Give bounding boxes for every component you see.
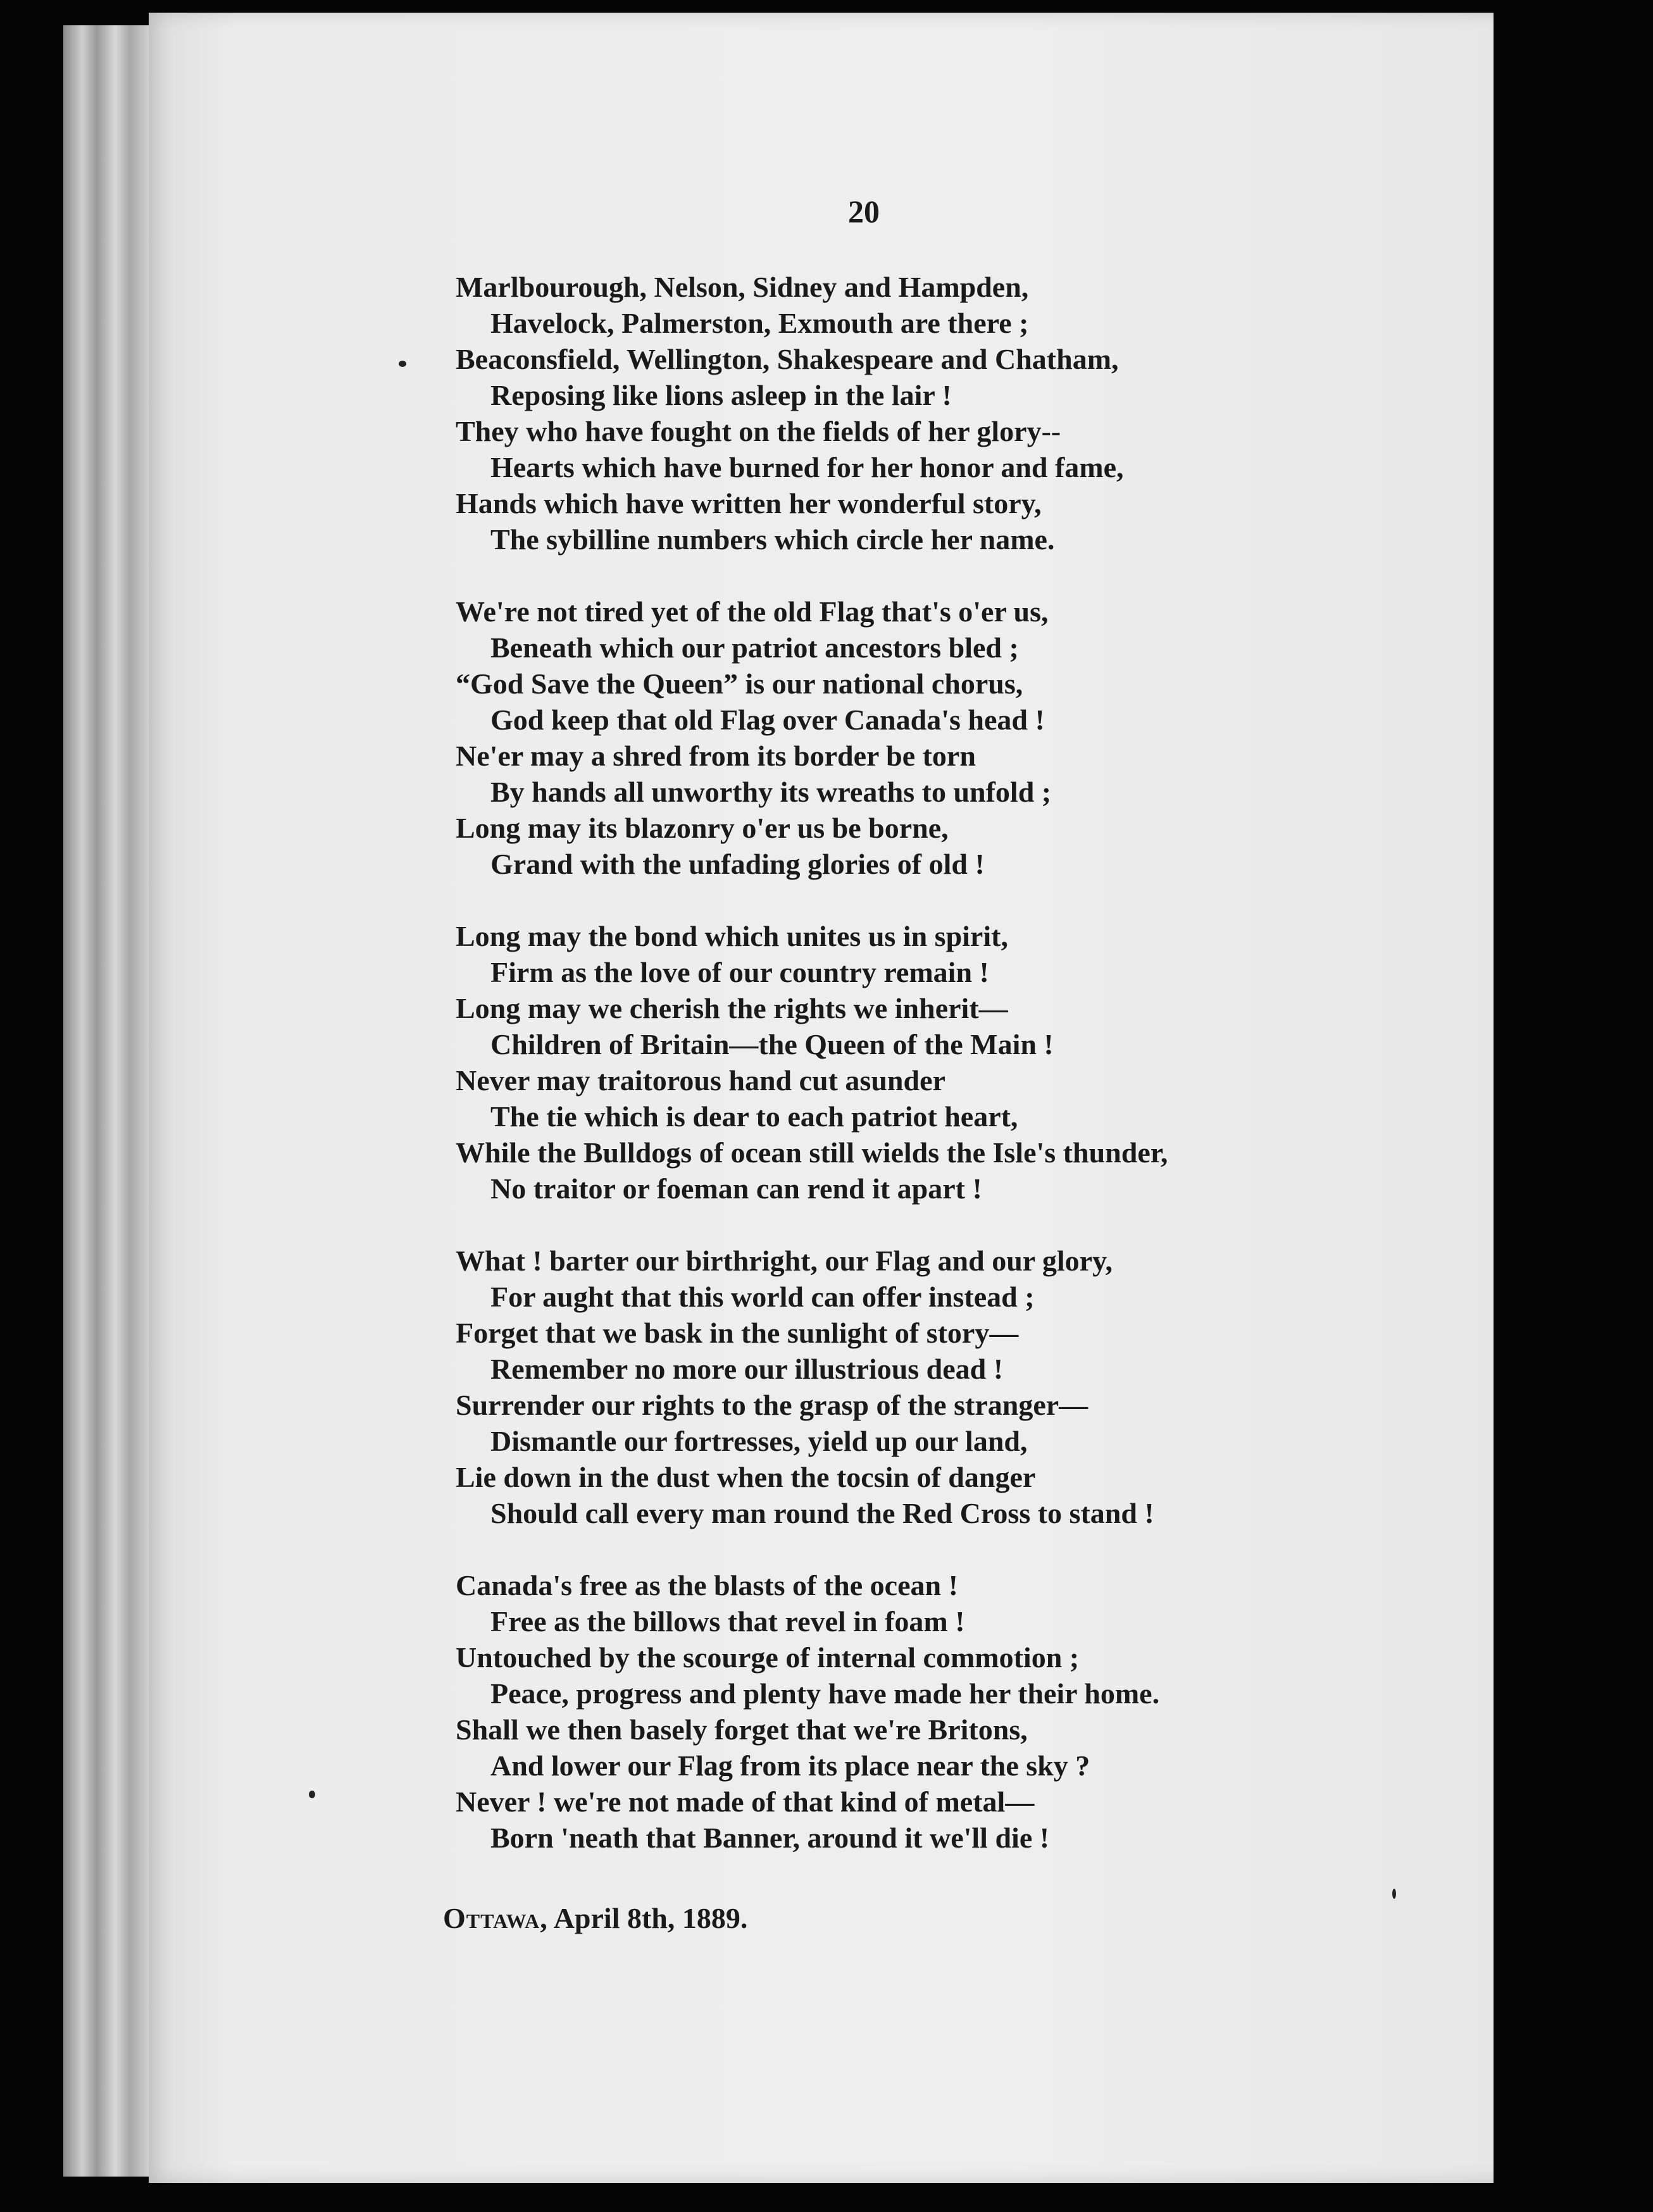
- poem-line: Forget that we bask in the sunlight of story—: [456, 1317, 1019, 1349]
- dateline: [443, 1901, 747, 1935]
- poem-line: Dismantle our fortresses, yield up our land,: [490, 1425, 1028, 1457]
- poem-line: Ne'er may a shred from its border be torn: [456, 740, 976, 772]
- poem-line: Should call every man round the Red Cross to stand !: [490, 1497, 1154, 1529]
- stanza: [456, 918, 1405, 1207]
- poem-line: Surrender our rights to the grasp of the stranger—: [456, 1389, 1088, 1421]
- poem-line: Shall we then basely forget that we're Britons,: [456, 1713, 1028, 1746]
- poem-line: Children of Britain—the Queen of the Main !: [490, 1028, 1054, 1060]
- poem-line: Firm as the love of our country remain !: [490, 956, 989, 988]
- poem-line: Untouched by the scourge of internal commotion ;: [456, 1641, 1080, 1674]
- poem-line: Havelock, Palmerston, Exmouth are there ;: [490, 307, 1029, 339]
- poem-line: Hearts which have burned for her honor and fame,: [490, 451, 1124, 483]
- poem-line: The sybilline numbers which circle her name.: [490, 523, 1055, 556]
- stanza: [456, 593, 1405, 882]
- poem-line: “God Save the Queen” is our national chorus,: [456, 668, 1023, 700]
- poem-line: We're not tired yet of the old Flag that's o'er us,: [456, 595, 1049, 628]
- poem-line: Never ! we're not made of that kind of metal—: [456, 1786, 1035, 1818]
- print-speck: [399, 361, 406, 367]
- page-number: 20: [848, 194, 880, 229]
- poem-line: Grand with the unfading glories of old !: [490, 848, 985, 880]
- poem-line: The tie which is dear to each patriot heart,: [490, 1100, 1018, 1133]
- page-right-shadow: [1494, 13, 1569, 2183]
- dateline-date: April 8th, 1889.: [553, 1902, 748, 1934]
- poem-line: Lie down in the dust when the tocsin of danger: [456, 1461, 1036, 1493]
- poem-line: Free as the billows that revel in foam !: [490, 1605, 965, 1637]
- print-speck: [1392, 1889, 1396, 1899]
- poem-line: Long may the bond which unites us in spirit,: [456, 920, 1008, 952]
- poem-line: Hands which have written her wonderful story,: [456, 487, 1042, 519]
- poem-line: Beneath which our patriot ancestors bled ;: [490, 631, 1019, 664]
- poem-line: What ! barter our birthright, our Flag and our glory,: [456, 1245, 1113, 1277]
- poem-line: By hands all unworthy its wreaths to unfold ;: [490, 776, 1052, 808]
- poem-line: For aught that this world can offer instead ;: [490, 1281, 1035, 1313]
- poem-line: Canada's free as the blasts of the ocean !: [456, 1569, 958, 1601]
- poem-line: Beaconsfield, Wellington, Shakespeare and Chatham,: [456, 343, 1119, 375]
- poem-line: Peace, progress and plenty have made her their home.: [490, 1677, 1160, 1710]
- poem-line: While the Bulldogs of ocean still wields the Isle's thunder,: [456, 1136, 1168, 1169]
- poem-line: Born 'neath that Banner, around it we'll die !: [490, 1822, 1050, 1854]
- dateline-place: Ottawa,: [443, 1902, 548, 1934]
- poem-line: Marlbourough, Nelson, Sidney and Hampden,: [456, 271, 1029, 303]
- poem-line: God keep that old Flag over Canada's head !: [490, 704, 1045, 736]
- poem-line: They who have fought on the fields of her glory--: [456, 415, 1061, 447]
- stanza: [456, 269, 1405, 557]
- print-speck: [309, 1791, 315, 1798]
- poem-line: Never may traitorous hand cut asunder: [456, 1064, 945, 1097]
- poem-line: Long may we cherish the rights we inherit—: [456, 992, 1008, 1024]
- poem-line: Long may its blazonry o'er us be borne,: [456, 812, 949, 844]
- page-edges: [63, 25, 158, 2177]
- stanza: [456, 1567, 1405, 1856]
- poem-line: Reposing like lions asleep in the lair !: [490, 379, 952, 411]
- stanza: [456, 1243, 1405, 1531]
- poem-line: And lower our Flag from its place near the sky ?: [490, 1749, 1090, 1782]
- poem-line: Remember no more our illustrious dead !: [490, 1353, 1004, 1385]
- poem: [456, 269, 1405, 1892]
- poem-line: No traitor or foeman can rend it apart !: [490, 1172, 982, 1205]
